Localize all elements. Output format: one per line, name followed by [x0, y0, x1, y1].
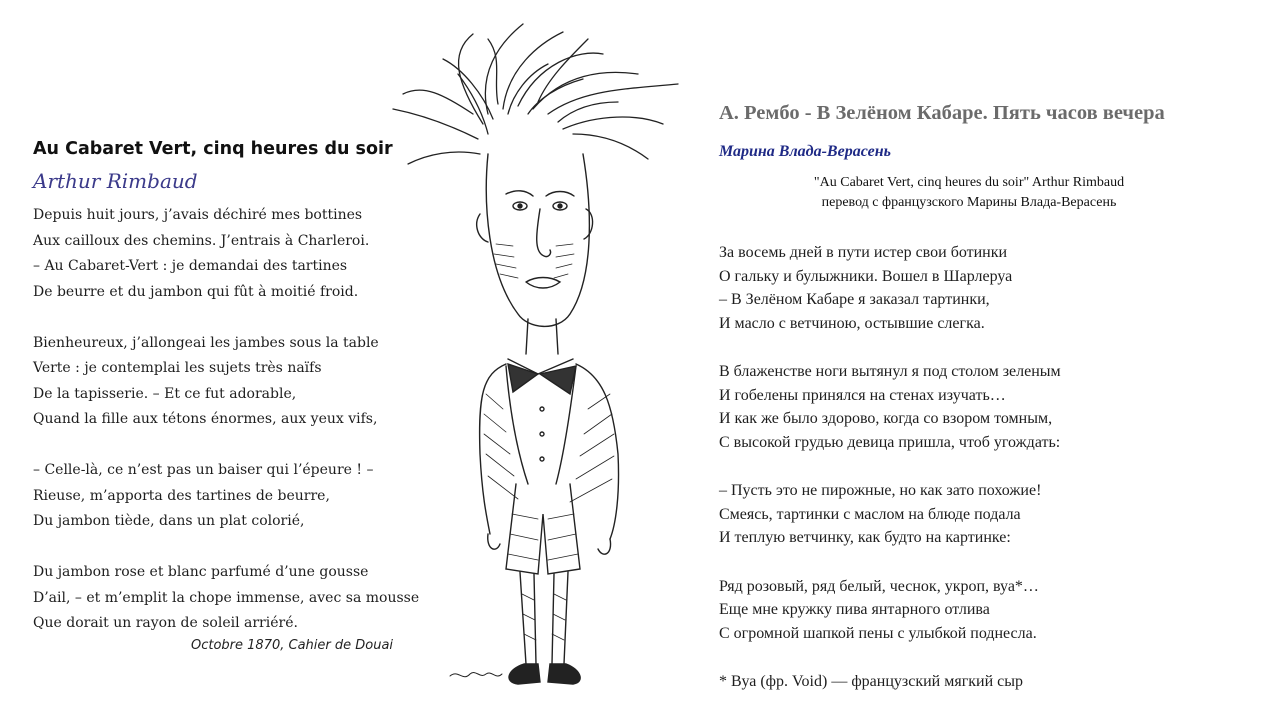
jacket-hatching — [484, 394, 614, 502]
translation-note-line: "Au Cabaret Vert, cinq heures du soir" Arthur Rimbaud — [813, 175, 1125, 190]
french-poem-line: Du jambon rose et blanc parfumé d’une gousse — [33, 564, 369, 580]
russian-poem-stanza — [719, 670, 1271, 694]
shorts-outline — [506, 484, 580, 574]
russian-poem-line: И масло с ветчиною, остывшие слегка. — [719, 314, 985, 332]
french-poem-line: D’ail, – et m’emplit la chope immense, avec sa mousse — [33, 589, 420, 606]
right-shoe — [548, 664, 580, 684]
french-poem-line: De beurre et du jambon qui fût à moitié froid. — [33, 283, 359, 300]
russian-poem-line: И гобелены принялся на стенах изучать… — [719, 386, 1006, 404]
russian-poem-stanza — [719, 241, 1271, 335]
french-poem-line: Verte : je contemplai les sujets très naïfs — [33, 360, 322, 376]
hair-strokes — [393, 24, 678, 164]
french-poem-line: Depuis huit jours, j’avais déchiré mes bottines — [33, 207, 363, 223]
russian-poem-line: С высокой грудью девица пришла, чтоб угождать: — [719, 433, 1061, 451]
russian-poem-stanza — [719, 360, 1271, 454]
french-poem-column — [33, 139, 433, 662]
rimbaud-caricature — [388, 14, 698, 700]
french-poem-line: Quand la fille aux tétons énormes, aux yeux vifs, — [33, 411, 378, 427]
head-outline — [486, 154, 589, 326]
french-poem-line: Du jambon tiède, dans un plat colorié, — [33, 513, 305, 529]
french-poem-line: – Au Cabaret-Vert : je demandai des tartines — [33, 258, 348, 274]
russian-poem-line: * Вуа (фр. Void) — французский мягкий сыр — [719, 673, 1024, 690]
left-ear — [477, 214, 488, 242]
french-poem-line: Bienheureux, j’allongeai les jambes sous la table — [33, 334, 379, 351]
russian-poem-line: – В Зелёном Кабаре я заказал тартинки, — [719, 291, 990, 308]
french-poem-stanza — [33, 560, 433, 637]
russian-poem-line: И теплую ветчинку, как будто на картинке: — [719, 529, 1011, 546]
french-poem-line: Rieuse, m’apporta des tartines de beurre, — [33, 487, 330, 504]
russian-poem-line: – Пусть это не пирожные, но как зато похожие! — [719, 482, 1042, 499]
russian-poem-line: И как же было здорово, когда со взором томным, — [719, 410, 1053, 427]
french-poem-author: Arthur Rimbaud — [33, 169, 198, 193]
russian-poem-stanza — [719, 575, 1271, 646]
face-shading — [494, 244, 574, 278]
russian-poem-line: Смеясь, тартинки с маслом на блюде подала — [719, 505, 1021, 523]
french-poem-date: Octobre 1870, Cahier de Douai — [191, 638, 394, 653]
russian-poem-line: С огромной шапкой пены с улыбкой поднесла. — [719, 624, 1037, 642]
french-poem-stanza — [33, 331, 433, 433]
right-ear — [584, 209, 593, 239]
french-poem-title: Au Cabaret Vert, cinq heures du soir — [33, 139, 393, 159]
artist-signature — [450, 673, 502, 677]
french-poem-line: Que dorait un rayon de soleil arriéré. — [33, 615, 298, 631]
russian-translator: Марина Влада-Верасень — [719, 143, 891, 160]
russian-poem-column — [719, 102, 1271, 719]
russian-poem-line: В блаженстве ноги вытянул я под столом зеленым — [719, 363, 1061, 380]
left-shoe — [509, 664, 540, 684]
french-poem-line: Aux cailloux des chemins. J’entrais à Charleroi. — [33, 232, 370, 249]
russian-poem-line: За восемь дней в пути истер свои ботинки — [719, 244, 1008, 261]
translation-note-line: перевод с французского Марины Влада-Верасень — [821, 195, 1117, 210]
french-poem-line: – Celle-là, ce n’est pas un baiser qui l’épeure ! – — [33, 462, 374, 478]
jacket-outline — [480, 364, 619, 539]
russian-poem-line: Ряд розовый, ряд белый, чеснок, укроп, вуа*… — [719, 577, 1039, 595]
translation-note — [719, 173, 1219, 213]
russian-poem-stanza — [719, 479, 1271, 550]
french-poem-body — [33, 203, 433, 637]
russian-poem-body — [719, 241, 1271, 694]
russian-poem-line: Еще мне кружку пива янтарного отлива — [719, 601, 990, 618]
french-poem-stanza — [33, 203, 433, 305]
french-poem-stanza — [33, 458, 433, 535]
russian-poem-line: О гальку и булыжники. Вошел в Шарлеруа — [719, 267, 1013, 285]
french-poem-line: De la tapisserie. – Et ce fut adorable, — [33, 385, 297, 402]
russian-poem-title: А. Рембо - В Зелёном Кабаре. Пять часов вечера — [719, 102, 1165, 124]
bow-tie — [508, 364, 576, 394]
